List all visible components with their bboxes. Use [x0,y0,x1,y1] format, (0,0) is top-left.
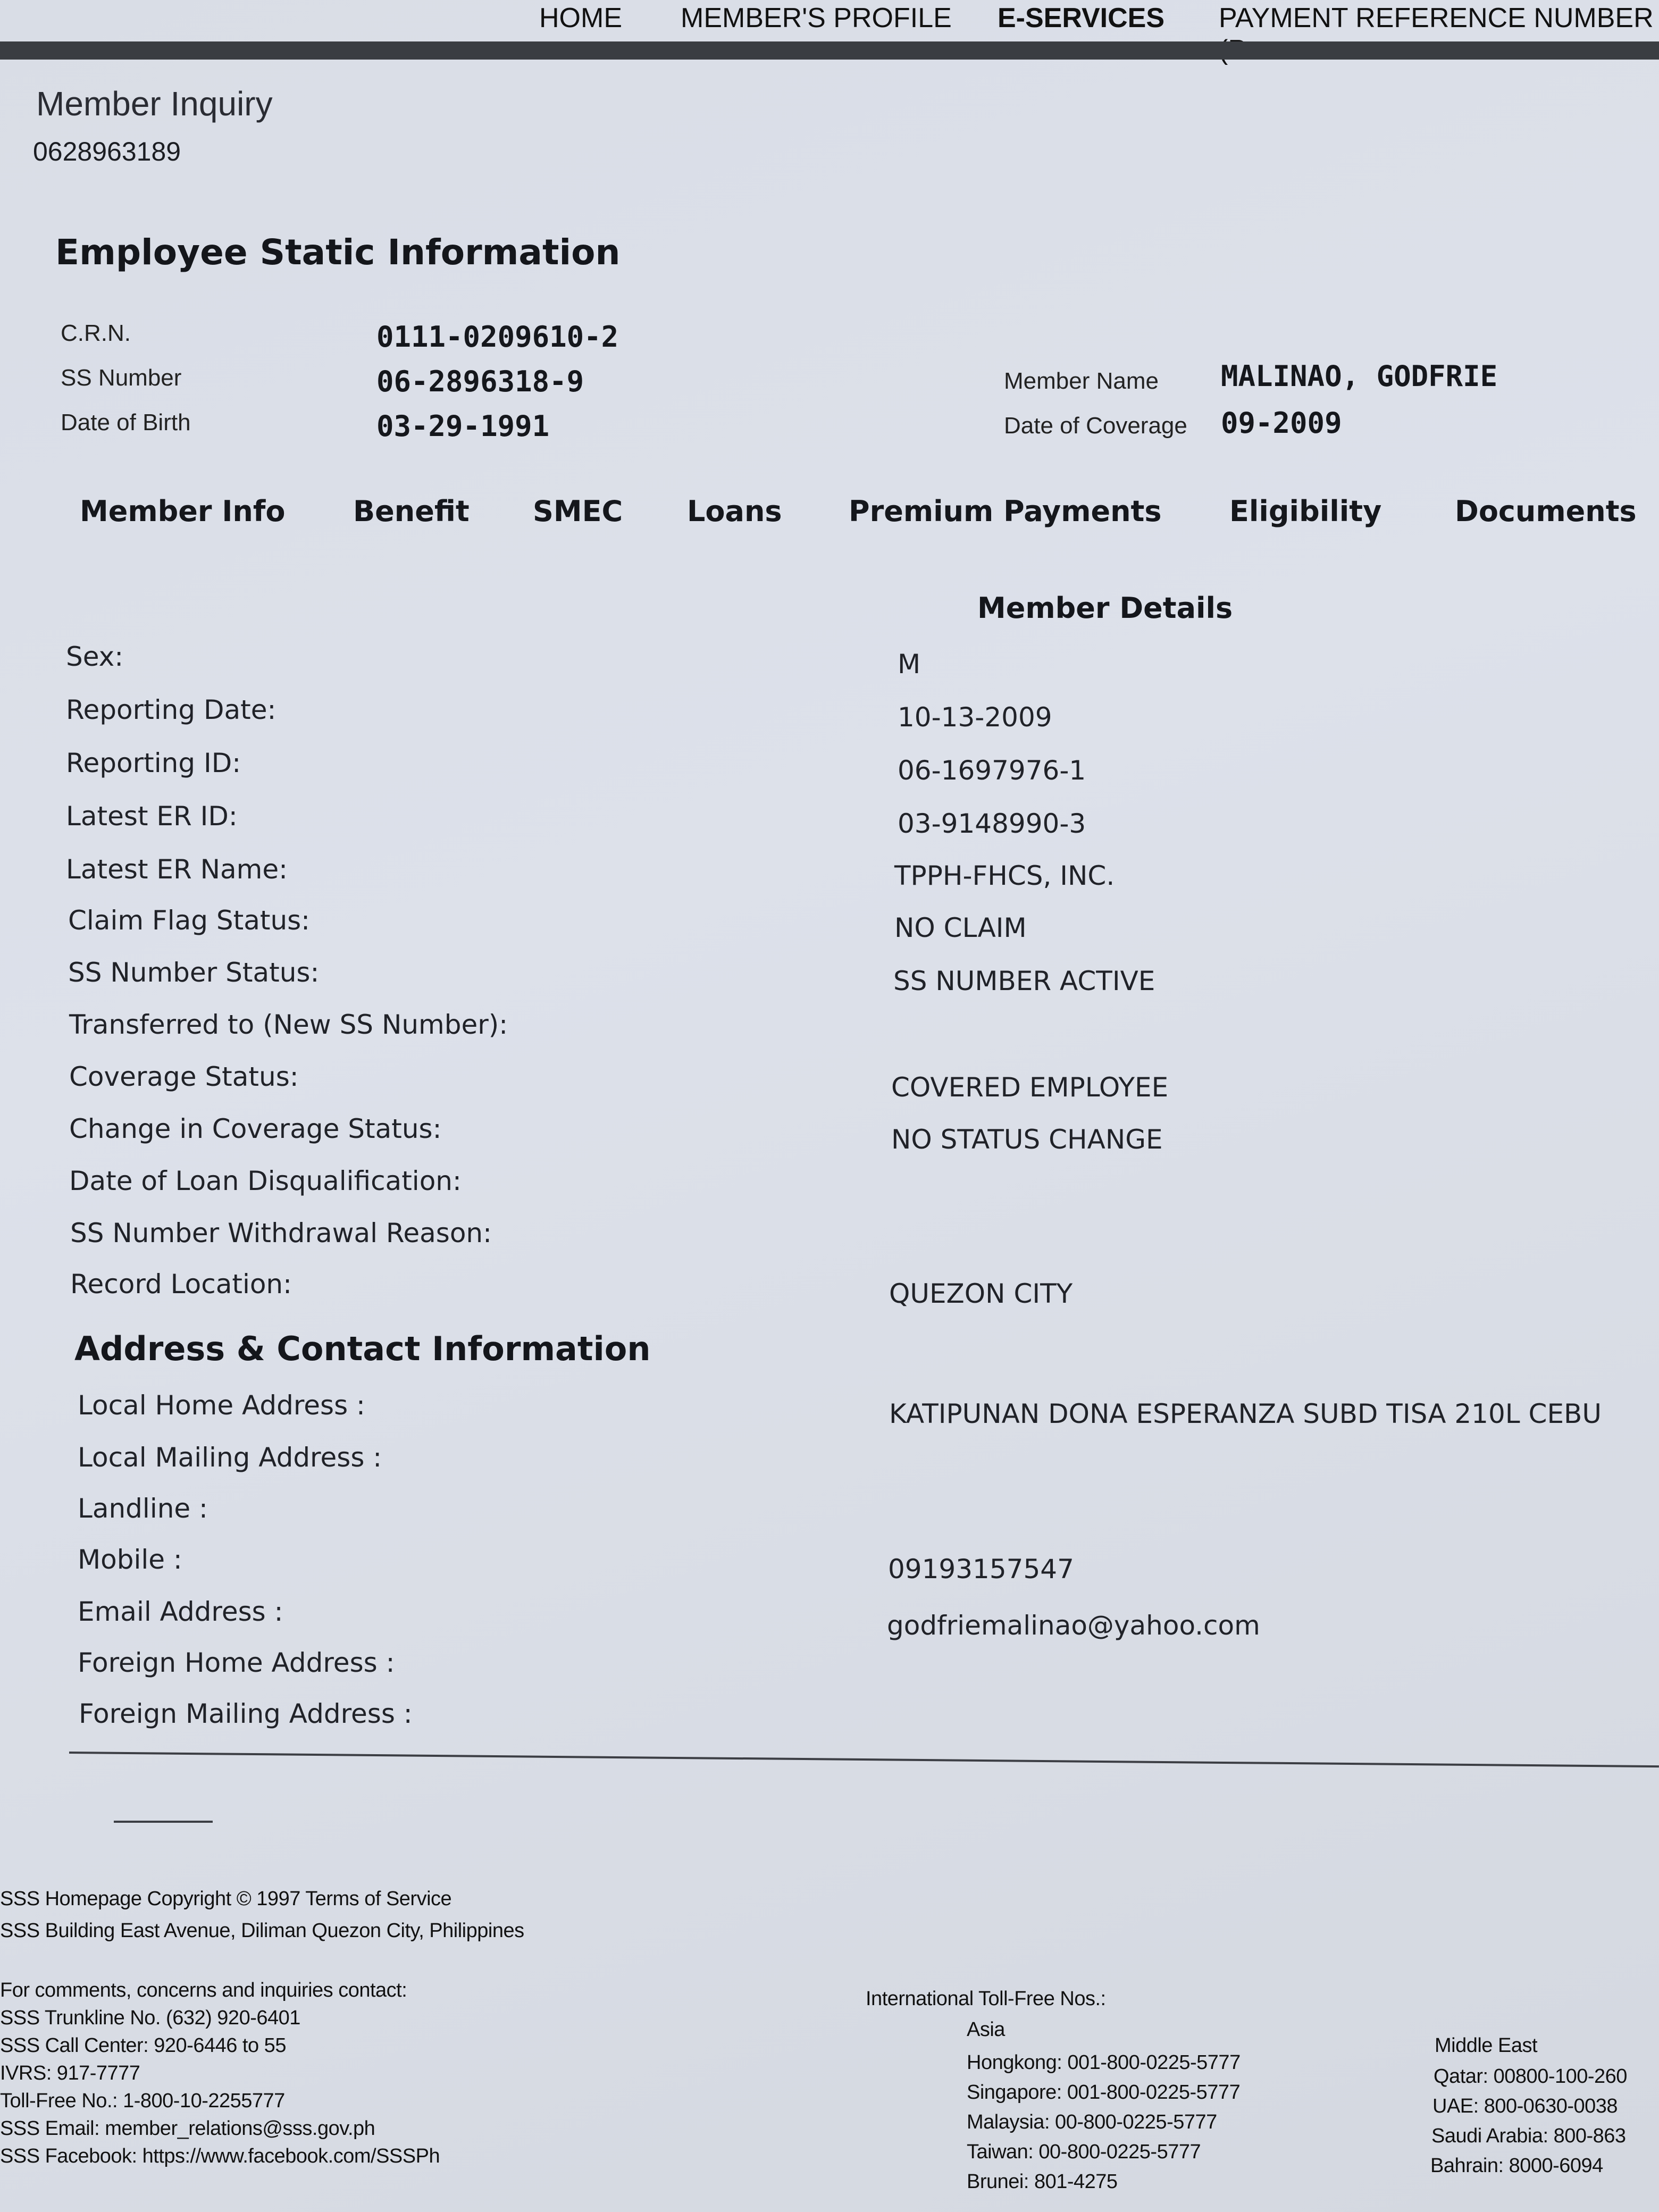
detail-label-latest-er-id: Latest ER ID: [66,801,238,832]
footer-me-qatar: Qatar: 00800-100-260 [1434,2065,1627,2088]
detail-label-coverage-status: Coverage Status: [69,1061,299,1092]
detail-value-latest-er-id: 03-9148990-3 [898,808,1086,839]
detail-label-reporting-id: Reporting ID: [66,748,241,778]
footer-asia-hongkong: Hongkong: 001-800-0225-5777 [967,2051,1241,2074]
detail-label-record-location: Record Location: [70,1269,292,1300]
date-of-birth-value: 03-29-1991 [376,409,550,443]
detail-label-ss-number-status: SS Number Status: [68,957,320,988]
date-of-coverage-label: Date of Coverage [1004,413,1187,439]
crn-value: 0111-0209610-2 [376,320,619,354]
crn-label: C.R.N. [61,320,131,346]
detail-label-loan-disqualification: Date of Loan Disqualification: [69,1166,462,1196]
footer-call-center: SSS Call Center: 920-6446 to 55 [0,2034,286,2057]
nav-e-services[interactable]: E-SERVICES [998,3,1165,33]
address-label-local-mailing: Local Mailing Address : [78,1442,382,1473]
detail-value-sex: M [898,649,921,680]
page-title: Member Inquiry [36,85,273,123]
detail-value-ss-number-status: SS NUMBER ACTIVE [893,966,1155,996]
detail-label-sex: Sex: [66,641,124,672]
nav-payment-reference-number[interactable]: PAYMENT REFERENCE NUMBER [1219,3,1654,33]
detail-label-transferred-to: Transferred to (New SS Number): [69,1009,508,1040]
nav-members-profile[interactable]: MEMBER'S PROFILE [681,3,952,33]
detail-value-coverage-status: COVERED EMPLOYEE [891,1072,1169,1103]
footer-me-saudi: Saudi Arabia: 800-863 [1431,2125,1626,2147]
detail-label-change-in-coverage: Change in Coverage Status: [69,1113,442,1144]
footer-toll-free: Toll-Free No.: 1-800-10-2255777 [0,2090,285,2112]
address-label-foreign-home: Foreign Home Address : [78,1647,395,1678]
footer-middle-east-label: Middle East [1435,2034,1538,2057]
date-of-birth-label: Date of Birth [61,409,191,435]
footer-trunkline: SSS Trunkline No. (632) 920-6401 [0,2007,300,2029]
member-id: 0628963189 [33,137,181,166]
address-value-email: godfriemalinao@yahoo.com [887,1610,1260,1641]
nav-divider-bar [0,41,1659,60]
member-name-label: Member Name [1004,368,1159,394]
nav-home[interactable]: HOME [539,3,622,33]
short-divider [114,1821,213,1823]
address-value-local-home: KATIPUNAN DONA ESPERANZA SUBD TISA 210L CEBU [889,1398,1602,1429]
detail-label-withdrawal-reason: SS Number Withdrawal Reason: [70,1218,492,1249]
member-details-title: Member Details [977,591,1233,625]
tab-smec[interactable]: SMEC [533,495,623,528]
detail-label-latest-er-name: Latest ER Name: [66,854,288,885]
footer-copyright: SSS Homepage Copyright © 1997 Terms of Service [0,1888,452,1910]
address-label-foreign-mailing: Foreign Mailing Address : [79,1698,413,1729]
footer-contact-header: For comments, concerns and inquiries contact: [0,1979,407,2001]
address-label-local-home: Local Home Address : [78,1390,365,1421]
footer-asia-label: Asia [967,2018,1005,2041]
detail-label-reporting-date: Reporting Date: [66,694,276,725]
address-label-landline: Landline : [78,1493,208,1524]
footer-intl-header: International Toll-Free Nos.: [866,1988,1106,2010]
footer-ivrs: IVRS: 917-7777 [0,2062,140,2084]
ss-number-value: 06-2896318-9 [376,365,584,398]
member-name-value: MALINAO, GODFRIE [1221,359,1498,393]
detail-value-reporting-id: 06-1697976-1 [898,755,1086,786]
footer-facebook-link[interactable]: SSS Facebook: https://www.facebook.com/SSSPh [0,2145,440,2167]
footer-asia-taiwan: Taiwan: 00-800-0225-5777 [967,2141,1201,2163]
address-label-email: Email Address : [78,1596,283,1627]
detail-label-claim-flag-status: Claim Flag Status: [68,905,311,936]
tab-eligibility[interactable]: Eligibility [1229,495,1382,528]
tab-premium-payments[interactable]: Premium Payments [849,495,1162,528]
detail-value-reporting-date: 10-13-2009 [898,702,1052,733]
footer-asia-singapore: Singapore: 001-800-0225-5777 [967,2081,1241,2104]
footer-asia-malaysia: Malaysia: 00-800-0225-5777 [967,2111,1217,2133]
footer-me-uae: UAE: 800-0630-0038 [1432,2095,1618,2117]
footer-asia-brunei: Brunei: 801-4275 [967,2171,1118,2193]
static-info-title: Employee Static Information [55,232,621,273]
content-divider [69,1752,1659,1767]
top-navigation [0,0,1659,43]
footer-email-link[interactable]: SSS Email: member_relations@sss.gov.ph [0,2117,375,2140]
tab-member-info[interactable]: Member Info [80,495,286,528]
tab-benefit[interactable]: Benefit [353,495,470,528]
address-value-mobile: 09193157547 [888,1554,1074,1585]
footer-address: SSS Building East Avenue, Diliman Quezon City, Philippines [0,1920,524,1942]
detail-value-record-location: QUEZON CITY [889,1278,1073,1309]
detail-value-change-in-coverage: NO STATUS CHANGE [891,1124,1163,1155]
detail-value-latest-er-name: TPPH-FHCS, INC. [894,860,1115,891]
date-of-coverage-value: 09-2009 [1221,406,1342,440]
ss-number-label: SS Number [61,365,182,391]
footer-me-bahrain: Bahrain: 8000-6094 [1430,2155,1603,2177]
detail-value-claim-flag-status: NO CLAIM [894,912,1027,943]
address-section-title: Address & Contact Information [74,1329,651,1368]
tab-loans[interactable]: Loans [687,495,782,528]
address-label-mobile: Mobile : [78,1544,182,1575]
tab-documents[interactable]: Documents [1455,495,1637,528]
